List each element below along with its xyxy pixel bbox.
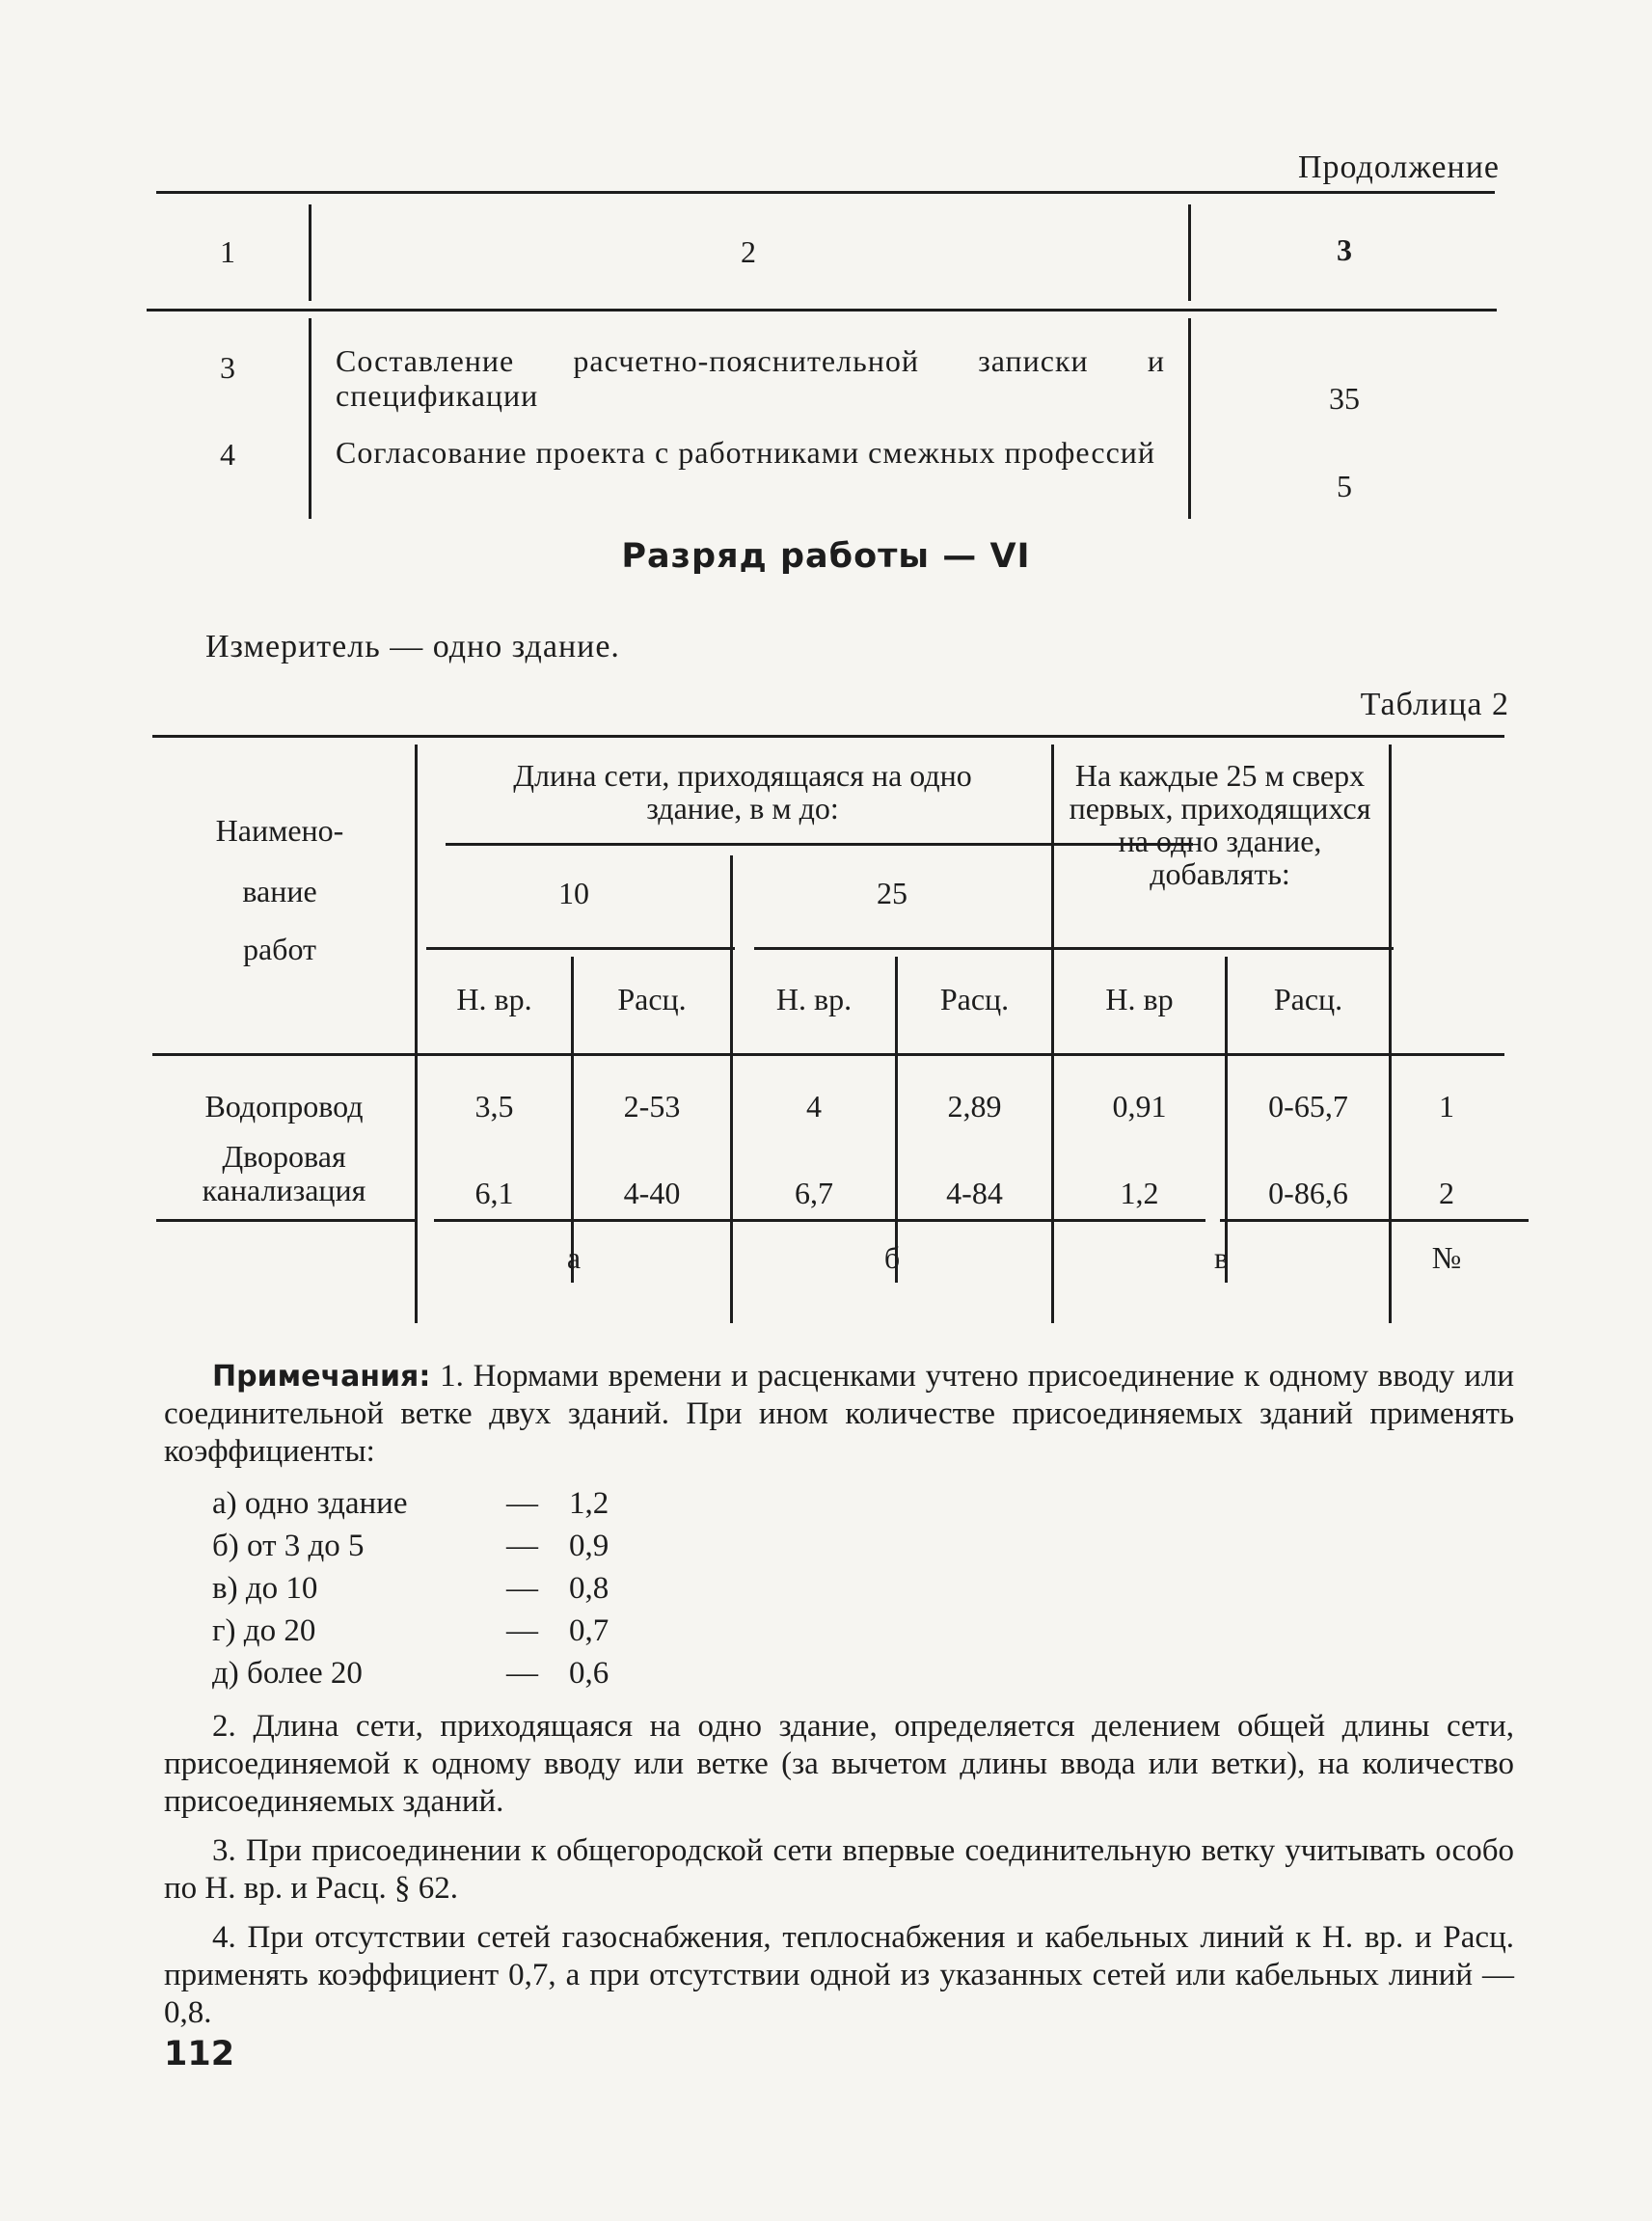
- row-name: Водопровод: [204, 1089, 364, 1124]
- col-rasc: Расц.: [1273, 982, 1343, 1016]
- table-cell: 1,2: [1120, 1176, 1159, 1210]
- page-number: 112: [164, 2035, 235, 2073]
- table-rule: [1051, 745, 1054, 1323]
- sub-header-25: 25: [877, 876, 907, 910]
- coef-value: 1,2: [569, 1485, 609, 1521]
- list-item: [212, 1567, 1514, 1610]
- coef-key: в) до 10: [212, 1570, 318, 1606]
- table-rule: [156, 191, 1495, 194]
- norms-table: [145, 735, 1504, 1333]
- list-item: [212, 1610, 1514, 1652]
- coefficient-list: [212, 1482, 1514, 1694]
- sub-header-10: 10: [558, 876, 589, 910]
- table-rule: [434, 1219, 1205, 1222]
- list-item: [212, 1482, 1514, 1525]
- coef-dash: —: [506, 1612, 538, 1648]
- table-title: Таблица 2: [1360, 687, 1509, 722]
- table-rule: [152, 735, 1504, 738]
- table-cell: 4-84: [946, 1176, 1003, 1210]
- measurer-line: Измеритель — одно здание.: [205, 629, 620, 664]
- table-rule: [147, 309, 1497, 311]
- work-table-continued: [147, 191, 1497, 519]
- header-cell-1: 1: [220, 234, 235, 269]
- table-rule: [152, 1053, 1504, 1056]
- continuation-label: Продолжение: [1297, 149, 1500, 185]
- coef-value: 0,8: [569, 1570, 609, 1606]
- row-number: 1: [1439, 1089, 1454, 1124]
- coef-key: д) более 20: [212, 1655, 363, 1691]
- note-2: 2. Длина сети, приходящаяся на одно здание, определяется делением общей длины сети, присоединяемой к одному вводу или ветке (за вычетом длины ввода или ветки), на количество присоединяемых зданий.: [164, 1709, 1514, 1819]
- table-rule: [1389, 745, 1392, 1323]
- table-rule: [1418, 1219, 1503, 1222]
- group-extra-header: На каждые 25 м сверх первых, приходящихся на одно здание, добавлять:: [1069, 758, 1371, 891]
- coef-value: 0,6: [569, 1655, 609, 1691]
- footer-cell: б: [883, 1240, 901, 1275]
- footer-cell: №: [1431, 1240, 1462, 1275]
- note-3: 3. При присоединении к общегородской сети впервые соединительную ветку учитывать особо по Н. вр. и Расц. § 62.: [164, 1833, 1514, 1906]
- coef-key: а) одно здание: [212, 1485, 408, 1521]
- list-item: [212, 1652, 1514, 1694]
- col-name-line: Наимено-: [215, 813, 344, 848]
- coef-dash: —: [506, 1485, 538, 1521]
- row-name: Дворовая: [222, 1139, 346, 1174]
- footer-cell: а: [566, 1240, 582, 1275]
- table-cell: 3,5: [474, 1089, 514, 1124]
- table-cell: 6,7: [795, 1176, 833, 1210]
- header-cell-2: 2: [741, 234, 756, 269]
- table-cell: 2-53: [623, 1089, 681, 1124]
- col-hvr: Н. вр.: [456, 982, 532, 1016]
- row-value: 35: [1329, 381, 1360, 416]
- table-cell: 4-40: [623, 1176, 681, 1210]
- notes-section: [164, 1358, 1514, 2044]
- row-number: 4: [220, 437, 235, 472]
- table-cell: 0,91: [1112, 1089, 1167, 1124]
- col-rasc: Расц.: [617, 982, 687, 1016]
- table-cell: 2,89: [947, 1089, 1002, 1124]
- table-rule: [1090, 947, 1394, 950]
- coef-value: 0,7: [569, 1612, 609, 1648]
- coef-dash: —: [506, 1570, 538, 1606]
- table-cell: 0-65,7: [1268, 1089, 1348, 1124]
- grade-heading: Разряд работы — VI: [621, 537, 1031, 576]
- col-hvr: Н. вр: [1105, 982, 1174, 1016]
- table-rule: [426, 947, 735, 950]
- coef-dash: —: [506, 1528, 538, 1563]
- col-hvr: Н. вр.: [775, 982, 853, 1016]
- row-name: канализация: [202, 1173, 366, 1207]
- table-rule: [156, 1219, 415, 1222]
- table-cell: 6,1: [474, 1176, 514, 1210]
- row-value: 5: [1337, 469, 1352, 503]
- table-cell: 4: [806, 1089, 822, 1124]
- coef-key: г) до 20: [212, 1612, 316, 1648]
- row-number: 3: [220, 350, 235, 385]
- coef-key: б) от 3 до 5: [212, 1528, 365, 1563]
- group-length-header: Длина сети, приходящаяся на одно здание, в м до:: [513, 758, 972, 826]
- col-name-line: вание: [242, 874, 317, 908]
- note-1: [164, 1358, 1514, 1471]
- row-text: Составление расчетно-пояснительной записки и спецификации: [336, 343, 1165, 413]
- col-name-line: работ: [242, 932, 317, 966]
- col-rasc: Расц.: [939, 982, 1010, 1016]
- note-1-text: 1. Нормами времени и расценками учтено присоединение к одному вводу или соединительной ветке двух зданий. При ином количестве присоединяемых зданий применять коэффициенты:: [164, 1359, 1515, 1469]
- row-number: 2: [1439, 1176, 1454, 1210]
- coef-dash: —: [506, 1655, 538, 1691]
- table-rule: [309, 318, 311, 519]
- row-text: Согласование проекта с работниками смежных профессий: [336, 435, 1156, 470]
- table-rule: [415, 745, 418, 1323]
- list-item: [212, 1525, 1514, 1567]
- notes-label: Примечания:: [212, 1360, 431, 1394]
- table-cell: 0-86,6: [1268, 1176, 1348, 1210]
- footer-cell: в: [1213, 1240, 1230, 1275]
- coef-value: 0,9: [569, 1528, 609, 1563]
- note-4: 4. При отсутствии сетей газоснабжения, теплоснабжения и кабельных линий к Н. вр. и Расц. применять коэффициент 0,7, а при отсутствии одной из указанных сетей или кабельных линий — 0,8.: [164, 1920, 1514, 2030]
- header-cell-3: 3: [1337, 232, 1352, 267]
